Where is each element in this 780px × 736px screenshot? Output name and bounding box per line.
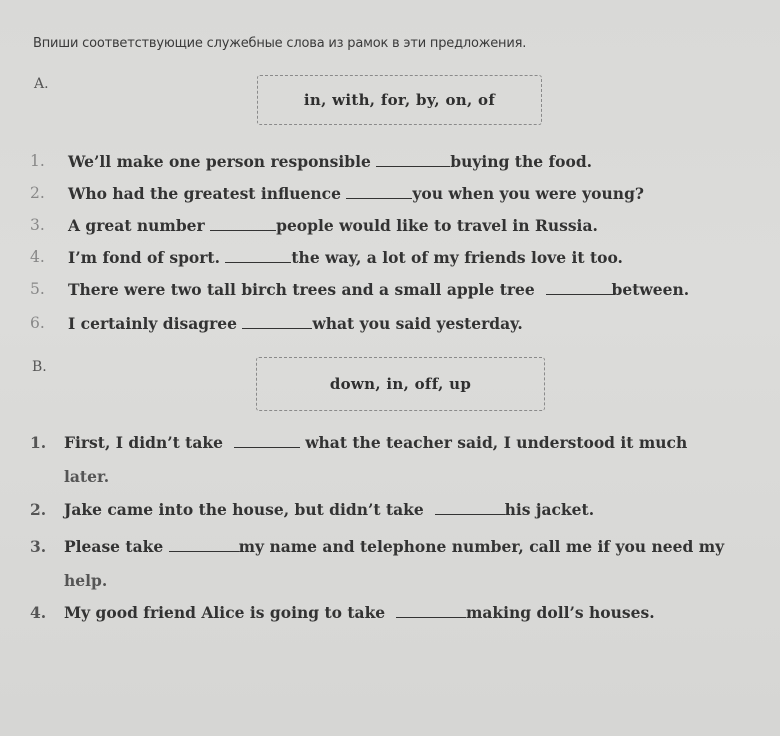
answer-blank[interactable] bbox=[234, 446, 300, 448]
answer-blank[interactable] bbox=[376, 165, 450, 167]
answer-blank[interactable] bbox=[242, 327, 312, 329]
instruction-text: Впиши соответствующие служебные слова из рамок в эти предложения. bbox=[33, 36, 527, 51]
answer-blank[interactable] bbox=[346, 197, 412, 199]
section-a-label: A. bbox=[34, 76, 49, 92]
section-b-word-box bbox=[256, 357, 545, 411]
b-item-1-continuation: later. bbox=[64, 467, 110, 486]
answer-blank[interactable] bbox=[225, 261, 291, 263]
answer-blank[interactable] bbox=[169, 550, 239, 552]
section-b-words: down, in, off, up bbox=[329, 375, 472, 393]
answer-blank[interactable] bbox=[210, 229, 276, 231]
answer-blank[interactable] bbox=[546, 293, 612, 295]
answer-blank[interactable] bbox=[396, 616, 466, 618]
section-a-words: in, with, for, by, on, of bbox=[303, 91, 496, 109]
section-a-word-box bbox=[257, 75, 542, 125]
worksheet-page: Впиши соответствующие служебные слова из рамок в эти предложения. A. in, with, for, by, on, of 1. We’ll make one person responsible buying the food. 2. Who had the greatest influence you when you were young? 3. A great number people would like to travel in Russia. 4. I’m fond of sport. the way, a lot of my friends love it too. 5. There were two tall birch trees and a small apple tree between. 6. I certainly disagree what you said yesterday. B. down, in, off, up 1. First, I didn’t take what the teacher said, I understood it much later. 2. Jake came into the house, but didn’t take his jacket. 3. Please take my name and telephone number, call me if you need my help. 4. My good friend Alice is going to take making doll’s houses. bbox=[30, 36, 725, 622]
answer-blank[interactable] bbox=[435, 513, 505, 515]
section-b-label: B. bbox=[32, 359, 47, 375]
b-item-3-continuation: help. bbox=[64, 571, 108, 590]
